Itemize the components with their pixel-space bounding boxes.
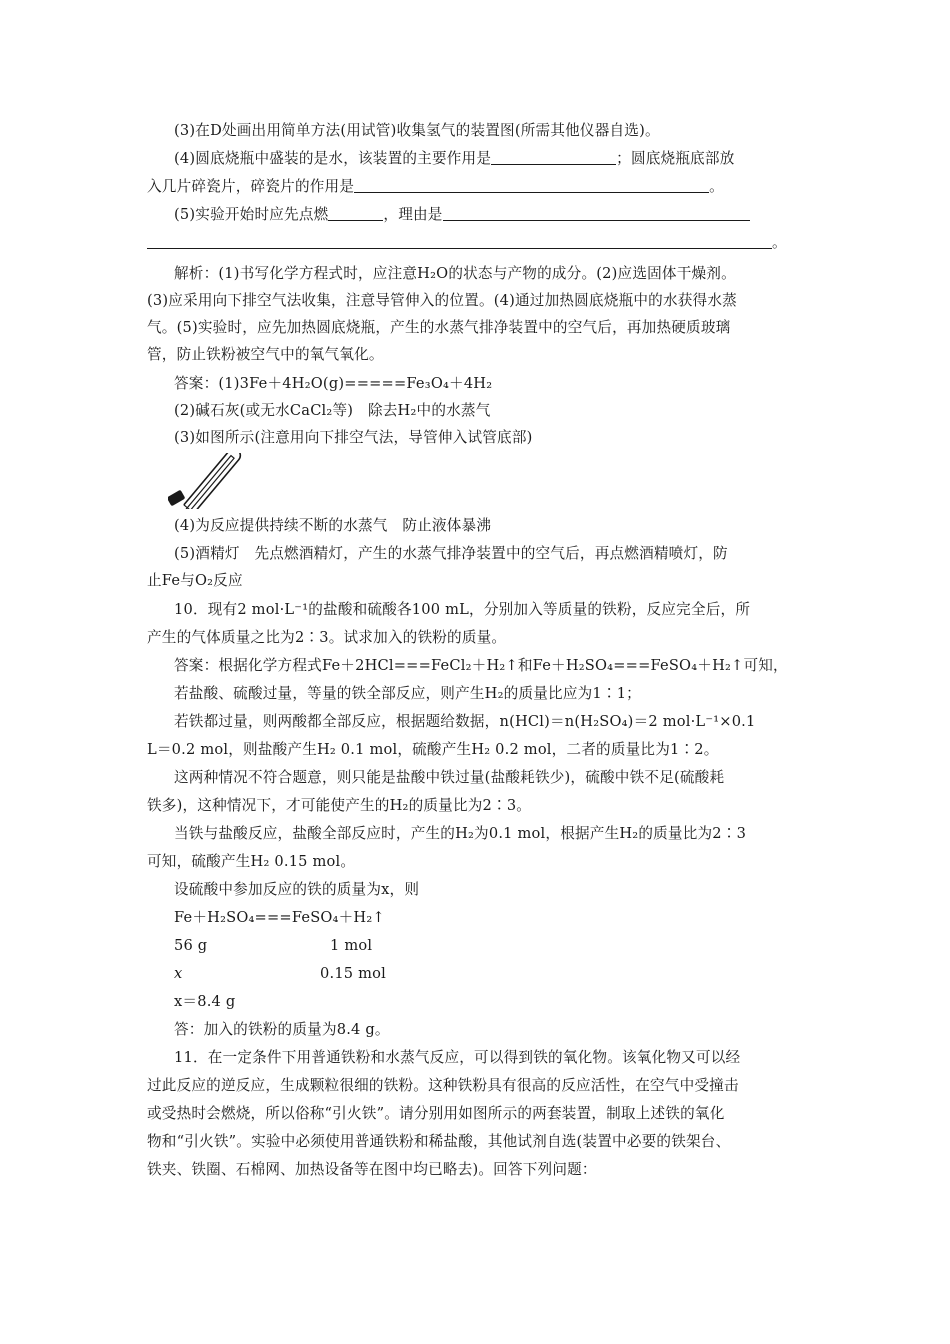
q11-line-4: 物和“引火铁”。实验中必须使用普通铁粉和稀盐酸，其他试剂自选(装置中必要的铁架台、: [147, 1133, 731, 1150]
answer-blank: [354, 178, 709, 193]
q10-answer-line-8: 可知，硫酸产生H₂ 0.15 mol。: [147, 853, 356, 870]
q9-part3: (3)在D处画出用简单方法(用试管)收集氢气的装置图(所需其他仪器自选)。: [174, 122, 660, 139]
q9-part5-line1: [174, 205, 750, 225]
q9-part4-text-d: 。: [709, 178, 724, 195]
q10-ratio-row-1-left: 56 g: [174, 937, 208, 954]
analysis-line-4: 管，防止铁粉被空气中的氧气氧化。: [147, 346, 384, 363]
q9-part4-text-a: (4)圆底烧瓶中盛装的是水，该装置的主要作用是: [174, 150, 492, 167]
answer-line-4: (4)为反应提供持续不断的水蒸气 防止液体暴沸: [174, 517, 492, 534]
q10-answer-line-1: 答案：根据化学方程式Fe＋2HCl===FeCl₂＋H₂↑和Fe＋H₂SO₄===FeSO₄＋H₂↑可知，: [174, 657, 788, 674]
answer-line-2: (2)碱石灰(或无水CaCl₂等) 除去H₂中的水蒸气: [174, 402, 491, 419]
answer-line-5b: 止Fe与O₂反应: [147, 572, 243, 589]
analysis-line-1: 解析：(1)书写化学方程式时，应注意H₂O的状态与产物的成分。(2)应选固体干燥剂。: [174, 265, 736, 282]
q10-answer-line-6: 铁多)，这种情况下，才可能使产生的H₂的质量比为2∶3。: [147, 797, 532, 814]
q9-part4-text-b: ；圆底烧瓶底部放: [616, 150, 735, 167]
q11-line-2: 过此反应的逆反应，生成颗粒很细的铁粉。这种铁粉具有很高的反应活性，在空气中受撞击: [147, 1077, 739, 1094]
test-tube-collection-figure: [168, 453, 258, 509]
q10-equation: Fe＋H₂SO₄===FeSO₄＋H₂↑: [174, 909, 385, 926]
q10-result: x＝8.4 g: [174, 993, 236, 1010]
q9-part4-line1: [174, 149, 735, 169]
answer-blank: [443, 206, 750, 221]
q10-answer-line-2: 若盐酸、硫酸过量，等量的铁全部反应，则产生H₂的质量比应为1∶1；: [174, 685, 641, 702]
answer-blank: [147, 234, 772, 249]
answer-blank: [328, 206, 383, 221]
q9-part4-text-c: 入几片碎瓷片，碎瓷片的作用是: [147, 178, 355, 195]
answer-label: 答案：: [174, 375, 219, 392]
q10-line-2: 产生的气体质量之比为2∶3。试求加入的铁粉的质量。: [147, 629, 507, 646]
q9-part5-text-a: (5)实验开始时应先点燃: [174, 206, 329, 223]
q9-part5-text-b: ，理由是: [383, 206, 443, 223]
q9-part4-line2: [147, 177, 724, 197]
q10-answer-line-9: 设硫酸中参加反应的铁的质量为x，则: [174, 881, 420, 898]
answer-blank: [491, 150, 616, 165]
q11-line-5: 铁夹、铁圈、石棉网、加热设备等在图中均已略去)。回答下列问题：: [147, 1161, 597, 1178]
q11-line-3: 或受热时会燃烧，所以俗称“引火铁”。请分别用如图所示的两套装置，制取上述铁的氧化: [147, 1105, 725, 1122]
q10-answer-line-4: L＝0.2 mol，则盐酸产生H₂ 0.1 mol，硫酸产生H₂ 0.2 mol，二者的质量比为1∶2。: [147, 741, 719, 758]
analysis-line-2: (3)应采用向下排空气法收集，注意导管伸入的位置。(4)通过加热圆底烧瓶中的水获得水蒸: [147, 292, 737, 309]
q9-part5-text-c: 。: [772, 234, 787, 251]
q10-ratio-row-2-right: 0.15 mol: [320, 965, 387, 982]
q10-line-1: 10．现有2 mol·L⁻¹的盐酸和硫酸各100 mL，分别加入等质量的铁粉，反应完全后，所: [174, 601, 751, 618]
q10-answer-line-5: 这两种情况不符合题意，则只能是盐酸中铁过量(盐酸耗铁少)，硫酸中铁不足(硫酸耗: [174, 769, 725, 786]
answer-line-1: [174, 374, 492, 394]
analysis-line-3: 气。(5)实验时，应先加热圆底烧瓶，产生的水蒸气排净装置中的空气后，再加热硬质玻璃: [147, 319, 731, 336]
q11-line-1: 11．在一定条件下用普通铁粉和水蒸气反应，可以得到铁的氧化物。该氧化物又可以经: [174, 1049, 741, 1066]
answer-equation: (1)3Fe＋4H₂O(g)=====Fe₃O₄＋4H₂: [218, 375, 493, 392]
q9-part5-line2: [147, 233, 787, 253]
q10-final-answer: 答：加入的铁粉的质量为8.4 g。: [174, 1021, 390, 1038]
q10-answer-line-7: 当铁与盐酸反应，盐酸全部反应时，产生的H₂为0.1 mol，根据产生H₂的质量比为2∶3: [174, 825, 747, 842]
answer-line-3: (3)如图所示(注意用向下排空气法，导管伸入试管底部): [174, 429, 533, 446]
q10-ratio-row-1-right: 1 mol: [330, 937, 373, 954]
q10-ratio-row-2-left: x: [174, 965, 183, 982]
answer-line-5a: (5)酒精灯 先点燃酒精灯，产生的水蒸气排净装置中的空气后，再点燃酒精喷灯，防: [174, 545, 728, 562]
q10-answer-line-3: 若铁都过量，则两酸都全部反应，根据题给数据，n(HCl)＝n(H₂SO₄)＝2 mol·L⁻¹×0.1: [174, 713, 756, 730]
